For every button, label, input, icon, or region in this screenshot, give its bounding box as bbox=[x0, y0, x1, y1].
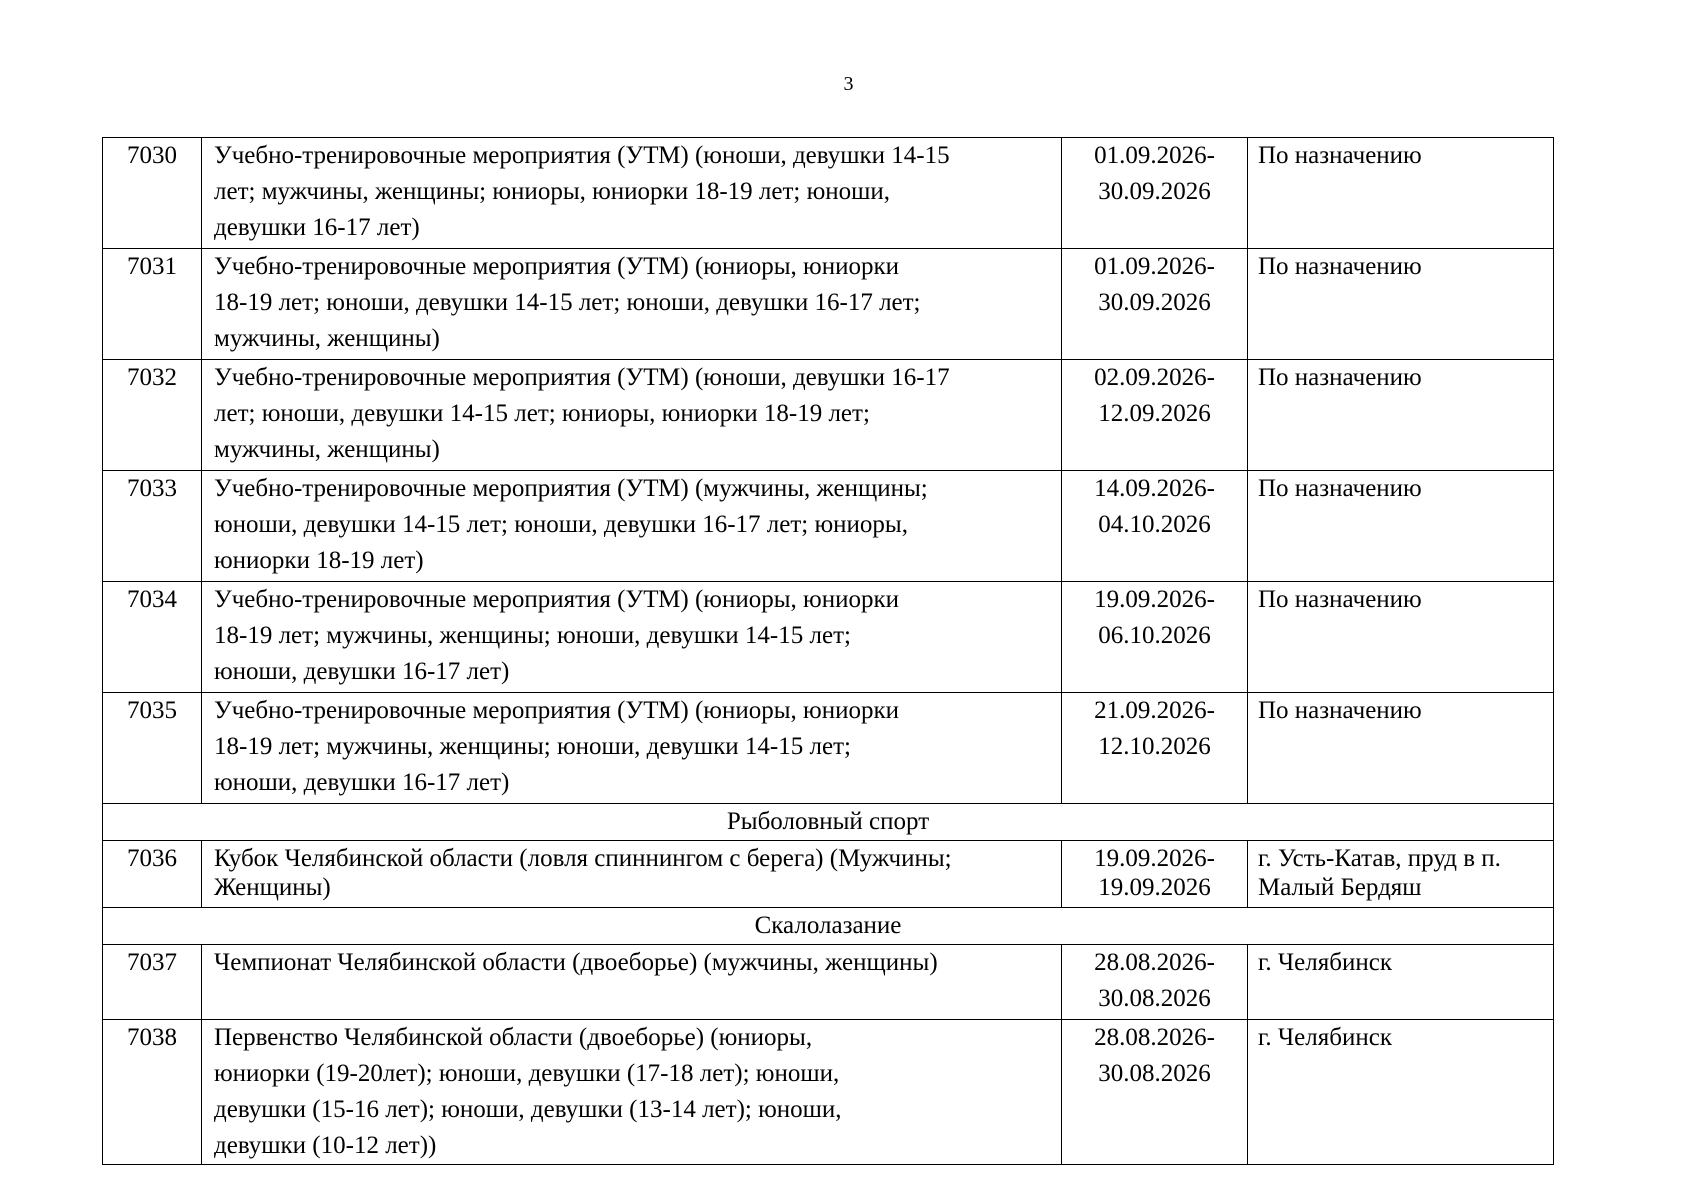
table-row bbox=[103, 841, 1554, 908]
event-number: 7032 bbox=[103, 360, 202, 471]
event-dates-cell bbox=[1062, 1020, 1248, 1165]
table-row bbox=[103, 945, 1554, 1020]
date-to: 30.09.2026 bbox=[1098, 289, 1211, 316]
event-name-line: юноши, девушки 16-17 лет) bbox=[214, 658, 510, 685]
event-place-cell bbox=[1248, 945, 1554, 1020]
event-name-line: девушки 16-17 лет) bbox=[214, 214, 420, 241]
table-row bbox=[103, 582, 1554, 693]
events-table bbox=[102, 137, 1554, 1165]
date-from: 21.09.2026- bbox=[1094, 697, 1215, 724]
date-to: 04.10.2026 bbox=[1098, 511, 1211, 538]
event-dates-cell bbox=[1062, 841, 1248, 908]
table-row bbox=[103, 1020, 1554, 1165]
event-place-cell bbox=[1248, 249, 1554, 360]
event-place-cell bbox=[1248, 841, 1554, 908]
event-number: 7037 bbox=[103, 945, 202, 1020]
event-name-line: Первенство Челябинской области (двоеборье) (юниоры, bbox=[214, 1024, 813, 1051]
event-name-line: лет; мужчины, женщины; юниоры, юниорки 18-19 лет; юноши, bbox=[214, 178, 891, 205]
event-dates-cell bbox=[1062, 249, 1248, 360]
event-number: 7030 bbox=[103, 138, 202, 249]
event-place-line: По назначению bbox=[1258, 253, 1422, 280]
event-name-line: Учебно-тренировочные мероприятия (УТМ) (юниоры, юниорки bbox=[214, 253, 899, 280]
event-dates-cell bbox=[1062, 582, 1248, 693]
event-place-line: г. Усть-Катав, пруд в п. bbox=[1258, 845, 1501, 872]
date-to: 30.09.2026 bbox=[1098, 178, 1211, 205]
event-name-cell bbox=[202, 841, 1062, 908]
event-name-line: 18-19 лет; юноши, девушки 14-15 лет; юноши, девушки 16-17 лет; bbox=[214, 289, 921, 316]
event-name-line: Учебно-тренировочные мероприятия (УТМ) (юниоры, юниорки bbox=[214, 697, 899, 724]
section-title: Рыболовный спорт bbox=[103, 804, 1554, 841]
date-from: 14.09.2026- bbox=[1094, 475, 1215, 502]
event-name-line: Женщины) bbox=[214, 874, 331, 901]
date-to: 06.10.2026 bbox=[1098, 622, 1211, 649]
event-place-line: Малый Бердяш bbox=[1258, 874, 1422, 901]
date-from: 19.09.2026- bbox=[1094, 845, 1215, 872]
event-place-line: г. Челябинск bbox=[1258, 1024, 1392, 1051]
event-name-line: лет; юноши, девушки 14-15 лет; юниоры, юниорки 18-19 лет; bbox=[214, 400, 870, 427]
event-name-line: мужчины, женщины) bbox=[214, 436, 440, 463]
event-name-line: 18-19 лет; мужчины, женщины; юноши, девушки 14-15 лет; bbox=[214, 622, 851, 649]
event-name-cell bbox=[202, 249, 1062, 360]
date-from: 02.09.2026- bbox=[1094, 364, 1215, 391]
event-place-cell bbox=[1248, 693, 1554, 804]
event-name-line: Учебно-тренировочные мероприятия (УТМ) (юниоры, юниорки bbox=[214, 586, 899, 613]
event-name-cell bbox=[202, 945, 1062, 1020]
event-place-cell bbox=[1248, 1020, 1554, 1165]
event-name-cell bbox=[202, 471, 1062, 582]
date-from: 28.08.2026- bbox=[1094, 1024, 1215, 1051]
event-place-line: По назначению bbox=[1258, 586, 1422, 613]
event-place-line: г. Челябинск bbox=[1258, 949, 1392, 976]
event-name-line: 18-19 лет; мужчины, женщины; юноши, девушки 14-15 лет; bbox=[214, 733, 851, 760]
event-name-cell bbox=[202, 138, 1062, 249]
event-number: 7035 bbox=[103, 693, 202, 804]
event-name-line: юноши, девушки 14-15 лет; юноши, девушки 16-17 лет; юниоры, bbox=[214, 511, 908, 538]
table-row bbox=[103, 693, 1554, 804]
table-row bbox=[103, 138, 1554, 249]
event-place-line: По назначению bbox=[1258, 142, 1422, 169]
event-name-line: Учебно-тренировочные мероприятия (УТМ) (юноши, девушки 16-17 bbox=[214, 364, 950, 391]
event-dates-cell bbox=[1062, 945, 1248, 1020]
event-number: 7033 bbox=[103, 471, 202, 582]
date-to: 19.09.2026 bbox=[1098, 874, 1211, 901]
event-name-line: Кубок Челябинской области (ловля спиннингом с берега) (Мужчины; bbox=[214, 845, 952, 872]
event-name-line: юниорки 18-19 лет) bbox=[214, 547, 424, 574]
date-to: 30.08.2026 bbox=[1098, 985, 1211, 1012]
date-from: 01.09.2026- bbox=[1094, 253, 1215, 280]
event-name-cell bbox=[202, 360, 1062, 471]
event-dates-cell bbox=[1062, 360, 1248, 471]
event-name-line: мужчины, женщины) bbox=[214, 325, 440, 352]
event-name-line: юниорки (19-20лет); юноши, девушки (17-18 лет); юноши, bbox=[214, 1060, 840, 1087]
section-header-row bbox=[103, 804, 1554, 841]
event-dates-cell bbox=[1062, 138, 1248, 249]
event-name-line: девушки (10-12 лет)) bbox=[214, 1132, 437, 1159]
events-table-body bbox=[103, 138, 1554, 1165]
event-place-cell bbox=[1248, 138, 1554, 249]
date-from: 01.09.2026- bbox=[1094, 142, 1215, 169]
event-dates-cell bbox=[1062, 471, 1248, 582]
event-name-line: Учебно-тренировочные мероприятия (УТМ) (юноши, девушки 14-15 bbox=[214, 142, 950, 169]
event-number: 7031 bbox=[103, 249, 202, 360]
event-name-line: Учебно-тренировочные мероприятия (УТМ) (мужчины, женщины; bbox=[214, 475, 928, 502]
event-place-line: По назначению bbox=[1258, 697, 1422, 724]
section-header-row bbox=[103, 908, 1554, 945]
event-number: 7036 bbox=[103, 841, 202, 908]
date-from: 28.08.2026- bbox=[1094, 949, 1215, 976]
event-name-line: Чемпионат Челябинской области (двоеборье) (мужчины, женщины) bbox=[214, 949, 938, 976]
event-number: 7038 bbox=[103, 1020, 202, 1165]
event-dates-cell bbox=[1062, 693, 1248, 804]
event-place-cell bbox=[1248, 360, 1554, 471]
event-name-line: юноши, девушки 16-17 лет) bbox=[214, 769, 510, 796]
date-from: 19.09.2026- bbox=[1094, 586, 1215, 613]
event-number: 7034 bbox=[103, 582, 202, 693]
table-row bbox=[103, 360, 1554, 471]
date-to: 30.08.2026 bbox=[1098, 1060, 1211, 1087]
event-place-cell bbox=[1248, 582, 1554, 693]
page-number: 3 bbox=[843, 73, 854, 95]
event-name-cell bbox=[202, 582, 1062, 693]
event-place-line: По назначению bbox=[1258, 364, 1422, 391]
table-row bbox=[103, 471, 1554, 582]
table-row bbox=[103, 249, 1554, 360]
event-place-cell bbox=[1248, 471, 1554, 582]
event-name-cell bbox=[202, 693, 1062, 804]
date-to: 12.09.2026 bbox=[1098, 400, 1211, 427]
section-title: Скалолазание bbox=[103, 908, 1554, 945]
event-name-line: девушки (15-16 лет); юноши, девушки (13-14 лет); юноши, bbox=[214, 1096, 842, 1123]
event-place-line: По назначению bbox=[1258, 475, 1422, 502]
date-to: 12.10.2026 bbox=[1098, 733, 1211, 760]
event-name-cell bbox=[202, 1020, 1062, 1165]
